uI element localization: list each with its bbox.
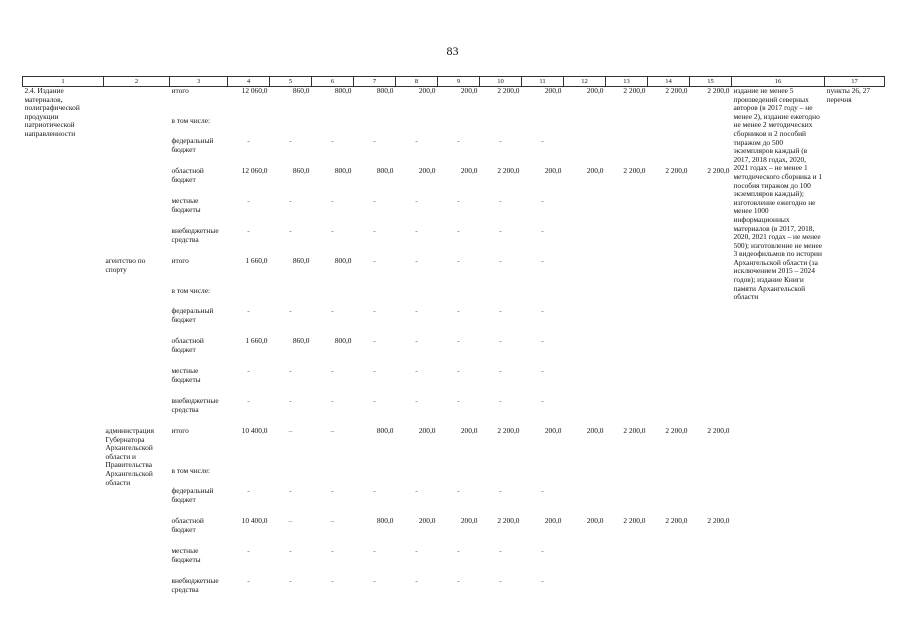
amount-cell bbox=[438, 117, 480, 137]
amount-cell: 200,0 bbox=[418, 86, 436, 95]
amount-cell bbox=[648, 137, 690, 167]
amount-cell: 800,0 bbox=[376, 517, 394, 525]
amount-cell: 200,0 bbox=[544, 167, 562, 175]
amount-cell: 200,0 bbox=[418, 427, 436, 435]
column-number: 16 bbox=[732, 77, 825, 87]
amount-cell bbox=[690, 287, 732, 307]
amount-cell bbox=[396, 287, 438, 307]
amount-cell bbox=[564, 137, 606, 167]
amount-cell: - bbox=[457, 577, 460, 585]
amount-cell bbox=[648, 197, 690, 227]
funding-source: федеральный бюджет bbox=[171, 137, 214, 154]
amount-cell: - bbox=[415, 577, 418, 585]
amount-cell bbox=[690, 397, 732, 427]
amount-cell bbox=[312, 467, 354, 487]
column-number: 11 bbox=[522, 77, 564, 87]
amount-cell: 10 400,0 bbox=[241, 517, 268, 525]
funding-source: федеральный бюджет bbox=[171, 487, 214, 504]
amount-cell bbox=[564, 287, 606, 307]
reference-cell: пункты 26, 27 перечня bbox=[826, 86, 871, 104]
column-number: 1 bbox=[23, 77, 104, 87]
amount-cell: 800,0 bbox=[376, 86, 394, 95]
program-table bbox=[22, 76, 885, 607]
amount-cell: - bbox=[373, 547, 376, 555]
amount-cell: 2 200,0 bbox=[497, 427, 520, 435]
amount-cell: - bbox=[457, 227, 460, 235]
amount-cell: 200,0 bbox=[586, 86, 604, 95]
amount-cell: – bbox=[330, 427, 335, 435]
amount-cell bbox=[312, 117, 354, 137]
column-number: 8 bbox=[396, 77, 438, 87]
amount-cell: - bbox=[499, 547, 502, 555]
amount-cell: - bbox=[289, 307, 292, 315]
executor-name: администрация Губернатора Архангельской области и Правительства Архангельской области bbox=[105, 427, 154, 487]
amount-cell: 2 200,0 bbox=[623, 167, 646, 175]
amount-cell bbox=[690, 467, 732, 487]
amount-cell: 2 200,0 bbox=[497, 86, 520, 95]
amount-cell: - bbox=[289, 137, 292, 145]
amount-cell: - bbox=[457, 397, 460, 405]
amount-cell bbox=[564, 227, 606, 257]
amount-cell: - bbox=[289, 547, 292, 555]
amount-cell: - bbox=[499, 337, 502, 345]
amount-cell: - bbox=[331, 577, 334, 585]
amount-cell: - bbox=[331, 487, 334, 495]
amount-cell bbox=[480, 117, 522, 137]
amount-cell bbox=[690, 227, 732, 257]
amount-cell: - bbox=[541, 367, 544, 375]
amount-cell bbox=[228, 467, 270, 487]
column-number: 17 bbox=[825, 77, 885, 87]
amount-cell bbox=[690, 257, 732, 287]
amount-cell: - bbox=[541, 577, 544, 585]
amount-cell bbox=[564, 257, 606, 287]
amount-cell: - bbox=[415, 397, 418, 405]
amount-cell: - bbox=[415, 547, 418, 555]
funding-source: итого bbox=[171, 257, 189, 265]
funding-source: внебюджетные средства bbox=[171, 577, 219, 594]
amount-cell: - bbox=[247, 307, 250, 315]
amount-cell bbox=[690, 117, 732, 137]
amount-cell: - bbox=[499, 577, 502, 585]
amount-cell: - bbox=[331, 397, 334, 405]
amount-cell: - bbox=[541, 307, 544, 315]
amount-cell: 800,0 bbox=[334, 167, 352, 175]
amount-cell: – bbox=[288, 427, 293, 435]
amount-cell bbox=[438, 467, 480, 487]
amount-cell bbox=[354, 117, 396, 137]
amount-cell: 200,0 bbox=[460, 86, 478, 95]
amount-cell bbox=[480, 467, 522, 487]
measure-name: 2.4. Издание материалов, полиграфической продукции патриотической направленности bbox=[24, 86, 80, 138]
amount-cell: 200,0 bbox=[460, 427, 478, 435]
amount-cell: 800,0 bbox=[334, 86, 352, 95]
amount-cell: - bbox=[457, 257, 460, 265]
amount-cell bbox=[564, 307, 606, 337]
column-number: 15 bbox=[690, 77, 732, 87]
amount-cell: 2 200,0 bbox=[707, 517, 730, 525]
amount-cell bbox=[522, 467, 564, 487]
amount-cell: 2 200,0 bbox=[497, 167, 520, 175]
column-number-row bbox=[23, 77, 885, 87]
amount-cell: - bbox=[457, 367, 460, 375]
amount-cell bbox=[522, 117, 564, 137]
amount-cell: 2 200,0 bbox=[623, 517, 646, 525]
column-number: 7 bbox=[354, 77, 396, 87]
amount-cell bbox=[606, 367, 648, 397]
amount-cell bbox=[690, 367, 732, 397]
amount-cell: - bbox=[415, 367, 418, 375]
amount-cell: 2 200,0 bbox=[707, 86, 730, 95]
table-body bbox=[23, 87, 885, 608]
amount-cell: - bbox=[415, 337, 418, 345]
amount-cell bbox=[564, 117, 606, 137]
amount-cell: 860,0 bbox=[292, 257, 310, 265]
amount-cell: - bbox=[541, 337, 544, 345]
amount-cell: 1 660,0 bbox=[245, 257, 268, 265]
amount-cell bbox=[690, 307, 732, 337]
amount-cell: 2 200,0 bbox=[665, 86, 688, 95]
amount-cell bbox=[690, 547, 732, 577]
amount-cell: - bbox=[541, 137, 544, 145]
amount-cell bbox=[648, 467, 690, 487]
amount-cell: - bbox=[331, 227, 334, 235]
amount-cell bbox=[228, 287, 270, 307]
executor-name bbox=[104, 87, 170, 258]
funding-source: областной бюджет bbox=[171, 337, 204, 354]
amount-cell bbox=[438, 287, 480, 307]
amount-cell bbox=[690, 487, 732, 517]
amount-cell: - bbox=[457, 197, 460, 205]
amount-cell: 200,0 bbox=[586, 427, 604, 435]
column-number: 3 bbox=[170, 77, 228, 87]
table-row bbox=[23, 87, 885, 118]
amount-cell: 200,0 bbox=[460, 517, 478, 525]
amount-cell: 200,0 bbox=[460, 167, 478, 175]
amount-cell bbox=[690, 337, 732, 367]
amount-cell bbox=[606, 577, 648, 607]
amount-cell: - bbox=[289, 397, 292, 405]
amount-cell bbox=[606, 287, 648, 307]
amount-cell bbox=[690, 137, 732, 167]
amount-cell bbox=[648, 307, 690, 337]
amount-cell: - bbox=[541, 397, 544, 405]
funding-source: местные бюджеты bbox=[171, 547, 201, 564]
amount-cell bbox=[354, 287, 396, 307]
amount-cell bbox=[270, 287, 312, 307]
expected-result: издание не менее 5 произведений северных авторов (в 2017 году – не менее 2), издание ежегодно не менее 2 методических сборников и 2 пособий тиражом до 500 экземпляров каждый (в 2017, 2018 годах, 2020, 2021 годах – не менее 1 методического сборника и 1 пособия тиражом до 100 экземпляров каждый); изготовление ежегодно не менее 1000 информационных материалов (в 2017, 2018, 2020, 2021 годах – не менее 500); изготовление не менее 3 видеофильмов по истории Архангельской области (за исключением 2015 – 2024 годов); издание Книги памяти Архангельской области bbox=[733, 86, 823, 302]
amount-cell: 2 200,0 bbox=[623, 427, 646, 435]
amount-cell bbox=[270, 117, 312, 137]
amount-cell: - bbox=[499, 397, 502, 405]
funding-source: федеральный бюджет bbox=[171, 307, 214, 324]
amount-cell bbox=[606, 547, 648, 577]
amount-cell: - bbox=[415, 257, 418, 265]
amount-cell: – bbox=[330, 517, 335, 525]
amount-cell bbox=[312, 287, 354, 307]
amount-cell bbox=[270, 467, 312, 487]
amount-cell: - bbox=[373, 257, 376, 265]
column-number: 10 bbox=[480, 77, 522, 87]
amount-cell: - bbox=[415, 197, 418, 205]
amount-cell: 200,0 bbox=[586, 517, 604, 525]
amount-cell: - bbox=[289, 227, 292, 235]
funding-source: итого bbox=[171, 86, 189, 95]
amount-cell: - bbox=[415, 307, 418, 315]
page-number: 83 bbox=[446, 44, 459, 58]
column-number: 9 bbox=[438, 77, 480, 87]
funding-source: областной бюджет bbox=[171, 517, 204, 534]
amount-cell: 800,0 bbox=[376, 167, 394, 175]
amount-cell: 2 200,0 bbox=[665, 517, 688, 525]
amount-cell: - bbox=[373, 397, 376, 405]
amount-cell: - bbox=[415, 487, 418, 495]
amount-cell: - bbox=[373, 367, 376, 375]
amount-cell: - bbox=[247, 227, 250, 235]
funding-source: в том числе: bbox=[171, 467, 211, 475]
amount-cell bbox=[606, 397, 648, 427]
amount-cell bbox=[396, 117, 438, 137]
amount-cell: - bbox=[499, 137, 502, 145]
amount-cell: 860,0 bbox=[292, 86, 310, 95]
amount-cell: - bbox=[331, 197, 334, 205]
amount-cell: - bbox=[457, 487, 460, 495]
amount-cell: - bbox=[247, 577, 250, 585]
amount-cell bbox=[354, 467, 396, 487]
amount-cell: - bbox=[331, 307, 334, 315]
amount-cell bbox=[228, 117, 270, 137]
amount-cell: 2 200,0 bbox=[623, 86, 646, 95]
amount-cell: - bbox=[373, 487, 376, 495]
amount-cell bbox=[564, 397, 606, 427]
amount-cell: - bbox=[499, 197, 502, 205]
amount-cell bbox=[648, 227, 690, 257]
amount-cell bbox=[564, 577, 606, 607]
amount-cell bbox=[564, 487, 606, 517]
amount-cell: 12 060,0 bbox=[241, 167, 268, 175]
amount-cell: 2 200,0 bbox=[665, 427, 688, 435]
amount-cell bbox=[648, 577, 690, 607]
amount-cell: - bbox=[541, 227, 544, 235]
amount-cell: - bbox=[457, 547, 460, 555]
executor-name: агентство по спорту bbox=[105, 257, 146, 274]
funding-source: областной бюджет bbox=[171, 167, 204, 184]
amount-cell: - bbox=[247, 487, 250, 495]
amount-cell: - bbox=[415, 227, 418, 235]
amount-cell: - bbox=[541, 197, 544, 205]
amount-cell: - bbox=[541, 487, 544, 495]
amount-cell: 2 200,0 bbox=[707, 427, 730, 435]
amount-cell: 200,0 bbox=[544, 427, 562, 435]
amount-cell: - bbox=[289, 197, 292, 205]
amount-cell: 860,0 bbox=[292, 167, 310, 175]
funding-source: в том числе: bbox=[171, 117, 211, 125]
amount-cell: - bbox=[331, 547, 334, 555]
amount-cell: - bbox=[331, 137, 334, 145]
amount-cell bbox=[564, 337, 606, 367]
amount-cell: - bbox=[289, 577, 292, 585]
amount-cell: - bbox=[247, 137, 250, 145]
amount-cell bbox=[648, 117, 690, 137]
amount-cell bbox=[648, 487, 690, 517]
amount-cell: - bbox=[457, 307, 460, 315]
amount-cell bbox=[648, 367, 690, 397]
amount-cell: - bbox=[373, 137, 376, 145]
amount-cell: - bbox=[289, 487, 292, 495]
amount-cell: - bbox=[247, 367, 250, 375]
amount-cell: 800,0 bbox=[376, 427, 394, 435]
amount-cell bbox=[564, 197, 606, 227]
amount-cell: - bbox=[499, 367, 502, 375]
amount-cell: - bbox=[499, 227, 502, 235]
funding-source: местные бюджеты bbox=[171, 197, 201, 214]
amount-cell bbox=[564, 467, 606, 487]
amount-cell: 2 200,0 bbox=[707, 167, 730, 175]
column-number: 12 bbox=[564, 77, 606, 87]
amount-cell: 200,0 bbox=[544, 86, 562, 95]
amount-cell: - bbox=[457, 137, 460, 145]
amount-cell bbox=[690, 197, 732, 227]
column-number: 4 bbox=[228, 77, 270, 87]
amount-cell bbox=[648, 257, 690, 287]
amount-cell: - bbox=[499, 257, 502, 265]
funding-source: внебюджетные средства bbox=[171, 227, 219, 244]
amount-cell: 200,0 bbox=[418, 517, 436, 525]
amount-cell: 12 060,0 bbox=[241, 86, 268, 95]
amount-cell: 2 200,0 bbox=[665, 167, 688, 175]
amount-cell bbox=[396, 467, 438, 487]
amount-cell bbox=[648, 547, 690, 577]
amount-cell: 200,0 bbox=[418, 167, 436, 175]
amount-cell bbox=[480, 287, 522, 307]
amount-cell: - bbox=[457, 337, 460, 345]
amount-cell bbox=[690, 577, 732, 607]
amount-cell: - bbox=[247, 397, 250, 405]
amount-cell: 2 200,0 bbox=[497, 517, 520, 525]
amount-cell bbox=[648, 337, 690, 367]
amount-cell: - bbox=[373, 307, 376, 315]
amount-cell bbox=[648, 397, 690, 427]
amount-cell: - bbox=[541, 547, 544, 555]
amount-cell: - bbox=[499, 307, 502, 315]
column-number: 2 bbox=[104, 77, 170, 87]
amount-cell bbox=[606, 227, 648, 257]
amount-cell bbox=[522, 287, 564, 307]
amount-cell: - bbox=[499, 487, 502, 495]
amount-cell bbox=[606, 337, 648, 367]
amount-cell bbox=[564, 547, 606, 577]
amount-cell: - bbox=[373, 337, 376, 345]
funding-source: итого bbox=[171, 427, 189, 435]
amount-cell: 860,0 bbox=[292, 337, 310, 345]
amount-cell: 200,0 bbox=[544, 517, 562, 525]
amount-cell: - bbox=[415, 137, 418, 145]
amount-cell: - bbox=[541, 257, 544, 265]
amount-cell bbox=[606, 117, 648, 137]
amount-cell: 800,0 bbox=[334, 337, 352, 345]
column-number: 13 bbox=[606, 77, 648, 87]
amount-cell bbox=[564, 367, 606, 397]
amount-cell: 200,0 bbox=[586, 167, 604, 175]
amount-cell: - bbox=[331, 367, 334, 375]
amount-cell bbox=[606, 487, 648, 517]
amount-cell bbox=[606, 137, 648, 167]
amount-cell: - bbox=[373, 577, 376, 585]
amount-cell: 1 660,0 bbox=[245, 337, 268, 345]
amount-cell: - bbox=[247, 547, 250, 555]
column-number: 14 bbox=[648, 77, 690, 87]
column-number: 5 bbox=[270, 77, 312, 87]
funding-source: в том числе: bbox=[171, 287, 211, 295]
amount-cell: - bbox=[373, 197, 376, 205]
amount-cell: 800,0 bbox=[334, 257, 352, 265]
amount-cell bbox=[606, 307, 648, 337]
amount-cell bbox=[606, 257, 648, 287]
amount-cell bbox=[606, 467, 648, 487]
amount-cell: - bbox=[289, 367, 292, 375]
funding-source: внебюджетные средства bbox=[171, 397, 219, 414]
amount-cell: - bbox=[373, 227, 376, 235]
amount-cell: – bbox=[288, 517, 293, 525]
funding-source: местные бюджеты bbox=[171, 367, 201, 384]
amount-cell: - bbox=[247, 197, 250, 205]
column-number: 6 bbox=[312, 77, 354, 87]
amount-cell bbox=[606, 197, 648, 227]
amount-cell bbox=[648, 287, 690, 307]
amount-cell: 10 400,0 bbox=[241, 427, 268, 435]
